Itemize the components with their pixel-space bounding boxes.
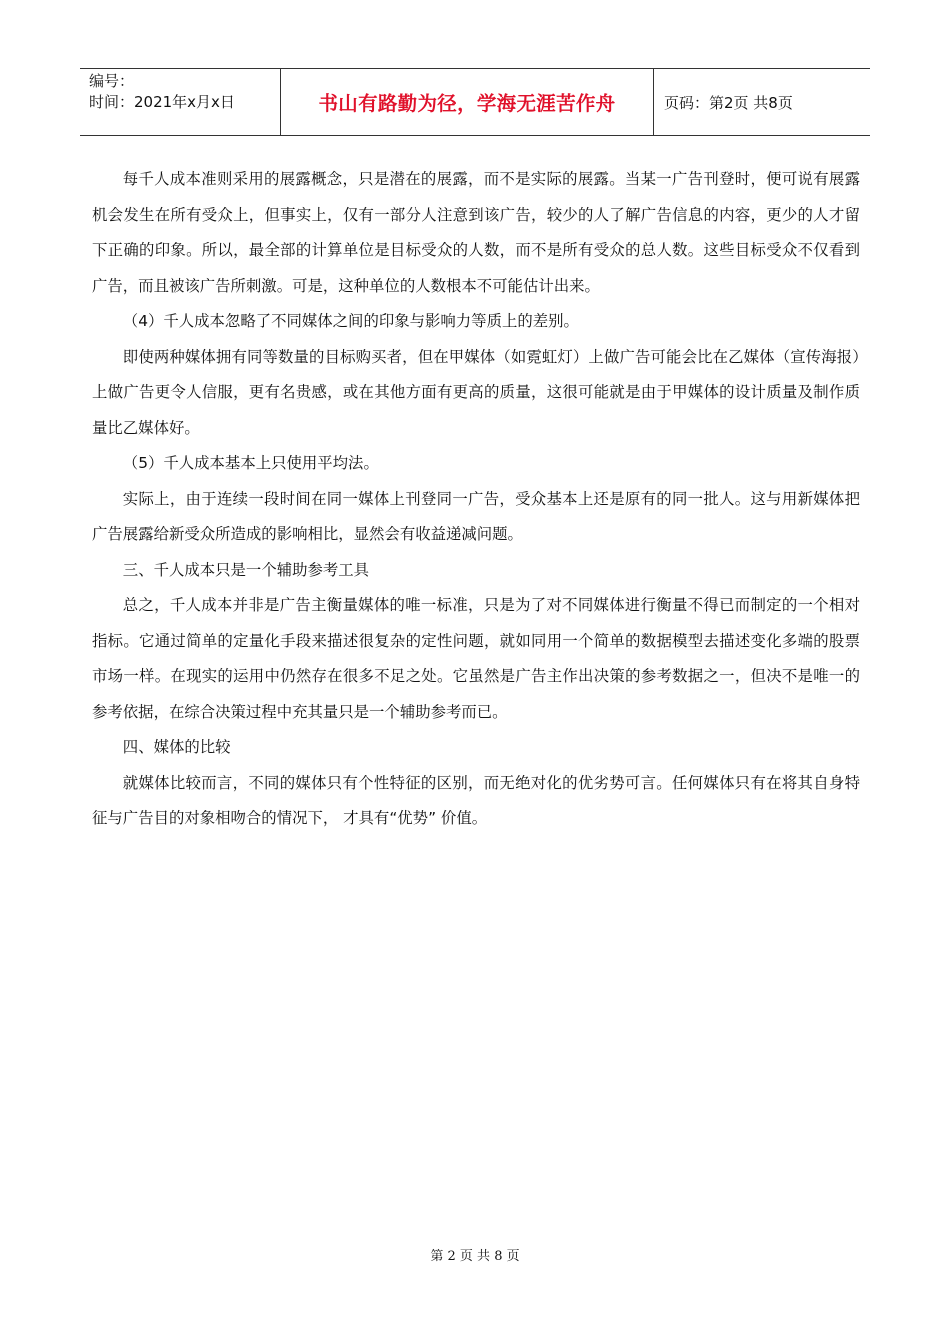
header-page-info: 页码：第2页 共8页	[664, 93, 793, 112]
section-heading: 三、千人成本只是一个辅助参考工具	[122, 560, 370, 579]
body-paragraph: 即使两种媒体拥有同等数量的目标购买者，但在甲媒体（如霓虹灯）上做广告可能会比在乙媒体（宣传海报）上做广告更令人信服，更有名贵感，或在其他方面有更高的质量，这很可能就是由于甲媒体的设计质量及制作质量比乙媒体好。	[92, 347, 860, 437]
document-number-label: 编号：	[89, 72, 135, 90]
page-header	[80, 68, 870, 136]
body-paragraph: 每千人成本准则采用的展露概念，只是潜在的展露，而不是实际的展露。当某一广告刊登时，便可说有展露机会发生在所有受众上，但事实上，仅有一部分人注意到该广告，较少的人了解广告信息的内容，更少的人才留下正确的印象。所以，最全部的计算单位是目标受众的人数，而不是所有受众的总人数。这些目标受众不仅看到广告，而且被该广告所刺激。可是，这种单位的人数根本不可能估计出来。	[92, 170, 860, 295]
body-subheading: （4）千人成本忽略了不同媒体之间的印象与影响力等质上的差别。	[122, 312, 579, 330]
header-meta	[80, 69, 281, 135]
section-heading: 四、媒体的比较	[122, 738, 231, 756]
body-subheading: （5）千人成本基本上只使用平均法。	[122, 454, 379, 472]
document-date: 时间：2021年x月x日	[89, 93, 235, 111]
body-paragraph: 就媒体比较而言，不同的媒体只有个性特征的区别，而无绝对化的优劣势可言。任何媒体只有在将其自身特征与广告目的对象相吻合的情况下， 才具有“优势” 价值。	[92, 773, 860, 827]
body-paragraph: 总之，千人成本并非是广告主衡量媒体的唯一标准，只是为了对不同媒体进行衡量不得已而制定的一个相对指标。它通过简单的定量化手段来描述很复杂的定性问题，就如同用一个简单的数据模型去描述变化多端的股票市场一样。在现实的运用中仍然存在很多不足之处。它虽然是广告主作出决策的参考数据之一，但决不是唯一的参考依据，在综合决策过程中充其量只是一个辅助参考而已。	[92, 596, 860, 721]
document-body	[92, 162, 860, 837]
body-paragraph: 实际上，由于连续一段时间在同一媒体上刊登同一广告，受众基本上还是原有的同一批人。这与用新媒体把广告展露给新受众所造成的影响相比，显然会有收益递减问题。	[92, 489, 860, 543]
header-motto: 书山有路勤为径，学海无涯苦作舟	[281, 69, 654, 135]
page-footer: 第 2 页 共 8 页	[430, 1249, 520, 1264]
